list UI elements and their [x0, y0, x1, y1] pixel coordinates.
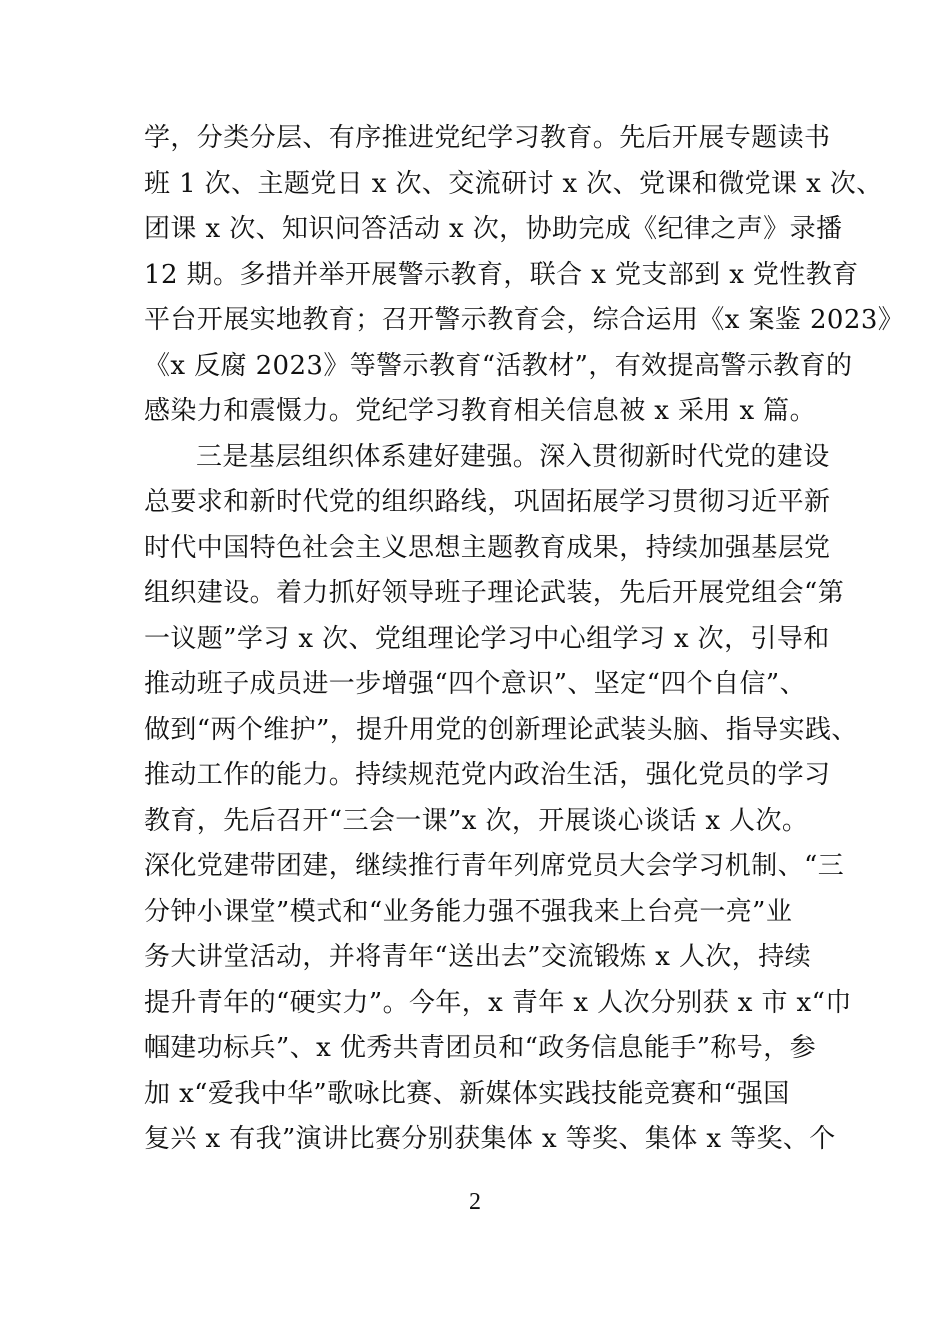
text-line: 班 1 次、主题党日 x 次、交流研讨 x 次、党课和微党课 x 次、 [144, 168, 883, 199]
text-line: 团课 x 次、知识问答活动 x 次，协助完成《纪律之声》录播 [144, 214, 843, 244]
text-line: 12 期。多措并举开展警示教育，联合 x 党支部到 x 党性教育 [144, 259, 859, 290]
text-line: 教育，先后召开“三会一课”x 次，开展谈心谈话 x 人次。 [144, 805, 809, 836]
text-line: 务大讲堂活动，并将青年“送出去”交流锻炼 x 人次，持续 [144, 942, 811, 972]
text-line: 复兴 x 有我”演讲比赛分别获集体 x 等奖、集体 x 等奖、个 [144, 1124, 836, 1154]
text-line: 学，分类分层、有序推进党纪学习教育。先后开展专题读书 [144, 123, 831, 153]
text-line: 分钟小课堂”模式和“业务能力强不强我来上台亮一亮”业 [144, 896, 793, 927]
text-line: 时代中国特色社会主义思想主题教育成果，持续加强基层党 [144, 532, 831, 563]
text-line: 总要求和新时代党的组织路线，巩固拓展学习贯彻习近平新 [144, 487, 831, 517]
text-line: 提升青年的“硬实力”。今年，x 青年 x 人次分别获 x 市 x“巾 [144, 987, 852, 1018]
body-text [144, 116, 905, 1163]
paragraph-start-line: 三是基层组织体系建好建强。深入贯彻新时代党的建设 [196, 441, 830, 472]
text-line: 帼建功标兵”、x 优秀共青团员和“政务信息能手”称号，参 [144, 1033, 817, 1063]
text-line: 《x 反腐 2023》等警示教育“活教材”，有效提高警示教育的 [144, 350, 853, 381]
text-line: 平台开展实地教育；召开警示教育会，综合运用《x 案鉴 2023》 [144, 305, 905, 335]
text-line: 推动班子成员进一步增强“四个意识”、坚定“四个自信”、 [144, 669, 806, 699]
text-line: 感染力和震慑力。党纪学习教育相关信息被 x 采用 x 篇。 [144, 396, 816, 426]
text-line: 组织建设。着力抓好领导班子理论武装，先后开展党组会“第 [144, 578, 845, 608]
text-line: 深化党建带团建，继续推行青年列席党员大会学习机制、“三 [144, 851, 845, 881]
page-number: 2 [469, 1189, 481, 1215]
text-line: 做到“两个维护”，提升用党的创新理论武装头脑、指导实践、 [144, 714, 858, 745]
text-line: 一议题”学习 x 次、党组理论学习中心组学习 x 次，引导和 [144, 623, 830, 654]
text-line: 推动工作的能力。持续规范党内政治生活，强化党员的学习 [144, 760, 831, 790]
text-line: 加 x“爱我中华”歌咏比赛、新媒体实践技能竞赛和“强国 [144, 1078, 790, 1109]
